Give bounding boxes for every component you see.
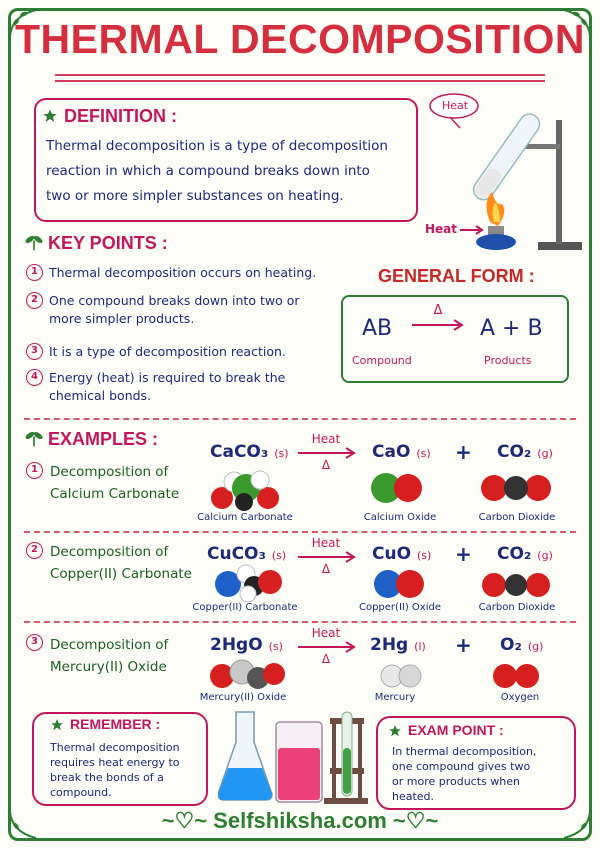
plus-sign: + <box>455 542 472 566</box>
key-point-item <box>26 292 346 332</box>
exam-point-line: In thermal decomposition, <box>392 745 537 758</box>
key-points-heading: KEY POINTS : <box>48 233 168 253</box>
product-state: (g) <box>527 640 544 653</box>
reactant-formula: 2HgO <box>210 635 263 655</box>
footer-brand: ~♡~ Selfshiksha.com ~♡~ <box>161 808 439 833</box>
lab-glassware-illustration <box>218 708 368 804</box>
remember-line: Thermal decomposition <box>50 741 180 754</box>
example-title <box>50 461 200 505</box>
remember-line: break the bonds of a <box>50 771 164 784</box>
example-number: 3 <box>26 634 43 651</box>
product-state: (g) <box>537 549 553 562</box>
heat-label-side: Heat <box>425 222 458 236</box>
calcium-carbonate-molecule-illustration <box>204 464 288 512</box>
example-reactant <box>210 635 283 655</box>
arrow-delta-label: Δ <box>321 562 331 576</box>
carbon-dioxide-molecule-illustration <box>478 570 554 600</box>
reactant-formula: CuCO₃ <box>207 544 266 564</box>
product-formula: CO₂ <box>497 544 532 564</box>
title-underline <box>55 80 545 82</box>
key-point-number: 1 <box>26 264 43 281</box>
example-title-line: Decomposition of <box>50 464 169 480</box>
section-divider <box>24 531 576 533</box>
arrow-heat-label: Heat <box>311 432 341 446</box>
definition-heading: DEFINITION : <box>64 106 177 126</box>
calcium-oxide-molecule-illustration <box>366 468 430 508</box>
copper-carbonate-molecule-illustration <box>206 562 290 602</box>
exam-point-line: one compound gives two <box>392 760 531 773</box>
leaf-icon <box>24 232 44 252</box>
product-formula: CaO <box>372 442 411 462</box>
general-form-heading: GENERAL FORM : <box>378 266 535 286</box>
key-point-item <box>26 369 346 409</box>
key-point-item <box>26 264 346 284</box>
product-formula: 2Hg <box>370 635 409 655</box>
title-underline <box>55 74 545 76</box>
example-product-2 <box>500 635 543 655</box>
mercury-oxide-molecule-illustration <box>206 656 290 692</box>
key-point-number: 4 <box>26 369 43 386</box>
general-form-delta: Δ <box>433 303 443 318</box>
reactant-caption: Calcium Carbonate <box>197 512 293 523</box>
section-divider <box>24 621 576 623</box>
example-title-line: Calcium Carbonate <box>50 486 180 502</box>
exam-point-text <box>392 744 572 804</box>
key-point-number: 3 <box>26 343 43 360</box>
product-state: (s) <box>416 447 431 460</box>
example-product-1 <box>372 442 431 462</box>
arrow-delta-label: Δ <box>321 652 331 666</box>
example-product-2 <box>497 442 553 462</box>
remember-text <box>50 740 200 800</box>
remember-line: compound. <box>50 786 112 799</box>
general-form-reactant: AB <box>362 316 393 341</box>
product-state: (g) <box>537 447 553 460</box>
key-point-item <box>26 343 346 363</box>
product-caption: Carbon Dioxide <box>478 512 556 523</box>
star-icon <box>42 108 58 124</box>
exam-point-line: or more products when <box>392 775 520 788</box>
product-caption: Carbon Dioxide <box>478 602 556 613</box>
example-product-2 <box>497 544 553 564</box>
example-number: 1 <box>26 462 43 479</box>
page-title: THERMAL DECOMPOSITION <box>14 16 586 62</box>
product-caption: Mercury <box>374 692 416 703</box>
section-divider <box>24 418 576 420</box>
plus-sign: + <box>455 440 472 464</box>
copper-oxide-molecule-illustration <box>368 566 432 602</box>
example-title-line: Mercury(II) Oxide <box>50 659 167 675</box>
exam-point-heading: EXAM POINT : <box>408 722 504 738</box>
general-form-products: A + B <box>480 316 543 341</box>
product-caption: Calcium Oxide <box>363 512 437 523</box>
example-number: 2 <box>26 542 43 559</box>
product-formula: O₂ <box>500 635 522 655</box>
reactant-caption: Mercury(II) Oxide <box>199 692 287 703</box>
key-point-number: 2 <box>26 292 43 309</box>
reactant-formula: CaCO₃ <box>210 442 269 462</box>
remember-line: requires heat energy to <box>50 756 180 769</box>
remember-heading: REMEMBER : <box>70 716 161 732</box>
key-point-line: Thermal decomposition occurs on heating. <box>49 265 317 280</box>
example-title <box>50 541 210 585</box>
key-point-line: chemical bonds. <box>49 388 152 403</box>
leaf-icon <box>24 428 44 448</box>
example-title-line: Decomposition of <box>50 637 169 653</box>
reactant-state: (s) <box>271 549 287 562</box>
product-formula: CO₂ <box>497 442 532 462</box>
key-point-line: Energy (heat) is required to break the <box>49 370 286 385</box>
mercury-molecule-illustration <box>378 662 428 690</box>
product-state: (s) <box>416 549 432 562</box>
example-reactant <box>207 544 286 564</box>
general-form-reactant-label: Compound <box>352 354 412 367</box>
product-caption: Oxygen <box>500 692 540 703</box>
heat-label-bubble: Heat <box>441 99 469 112</box>
star-icon <box>50 718 64 732</box>
definition-line: Thermal decomposition is a type of decomposition <box>46 138 388 154</box>
definition-line: two or more simpler substances on heating. <box>46 188 344 204</box>
plus-sign: + <box>455 633 472 657</box>
key-point-line: It is a type of decomposition reaction. <box>49 344 286 359</box>
reactant-state: (s) <box>274 447 289 460</box>
arrow-heat-label: Heat <box>311 536 341 550</box>
product-formula: CuO <box>372 544 412 564</box>
arrow-delta-label: Δ <box>321 458 331 472</box>
carbon-dioxide-molecule-illustration <box>478 472 554 504</box>
star-icon <box>388 724 402 738</box>
definition-line: reaction in which a compound breaks down into <box>46 163 370 179</box>
definition-text <box>46 134 416 209</box>
reactant-caption: Copper(II) Carbonate <box>192 602 298 613</box>
example-title-line: Decomposition of <box>50 544 169 560</box>
product-caption: Copper(II) Oxide <box>358 602 441 613</box>
key-point-line: more simpler products. <box>49 311 195 326</box>
key-point-line: One compound breaks down into two or <box>49 293 300 308</box>
arrow-heat-label: Heat <box>311 626 341 640</box>
oxygen-molecule-illustration <box>490 662 544 690</box>
reactant-state: (s) <box>268 640 283 653</box>
example-product-1 <box>372 544 431 564</box>
example-reactant <box>210 442 289 462</box>
examples-heading: EXAMPLES : <box>48 429 159 449</box>
exam-point-line: heated. <box>392 790 435 803</box>
example-title-line: Copper(II) Carbonate <box>50 566 192 582</box>
general-form-products-label: Products <box>484 354 532 367</box>
example-product-1 <box>370 635 426 655</box>
example-title <box>50 634 210 678</box>
right-arrow-icon <box>410 318 466 332</box>
product-state: (l) <box>414 640 426 653</box>
